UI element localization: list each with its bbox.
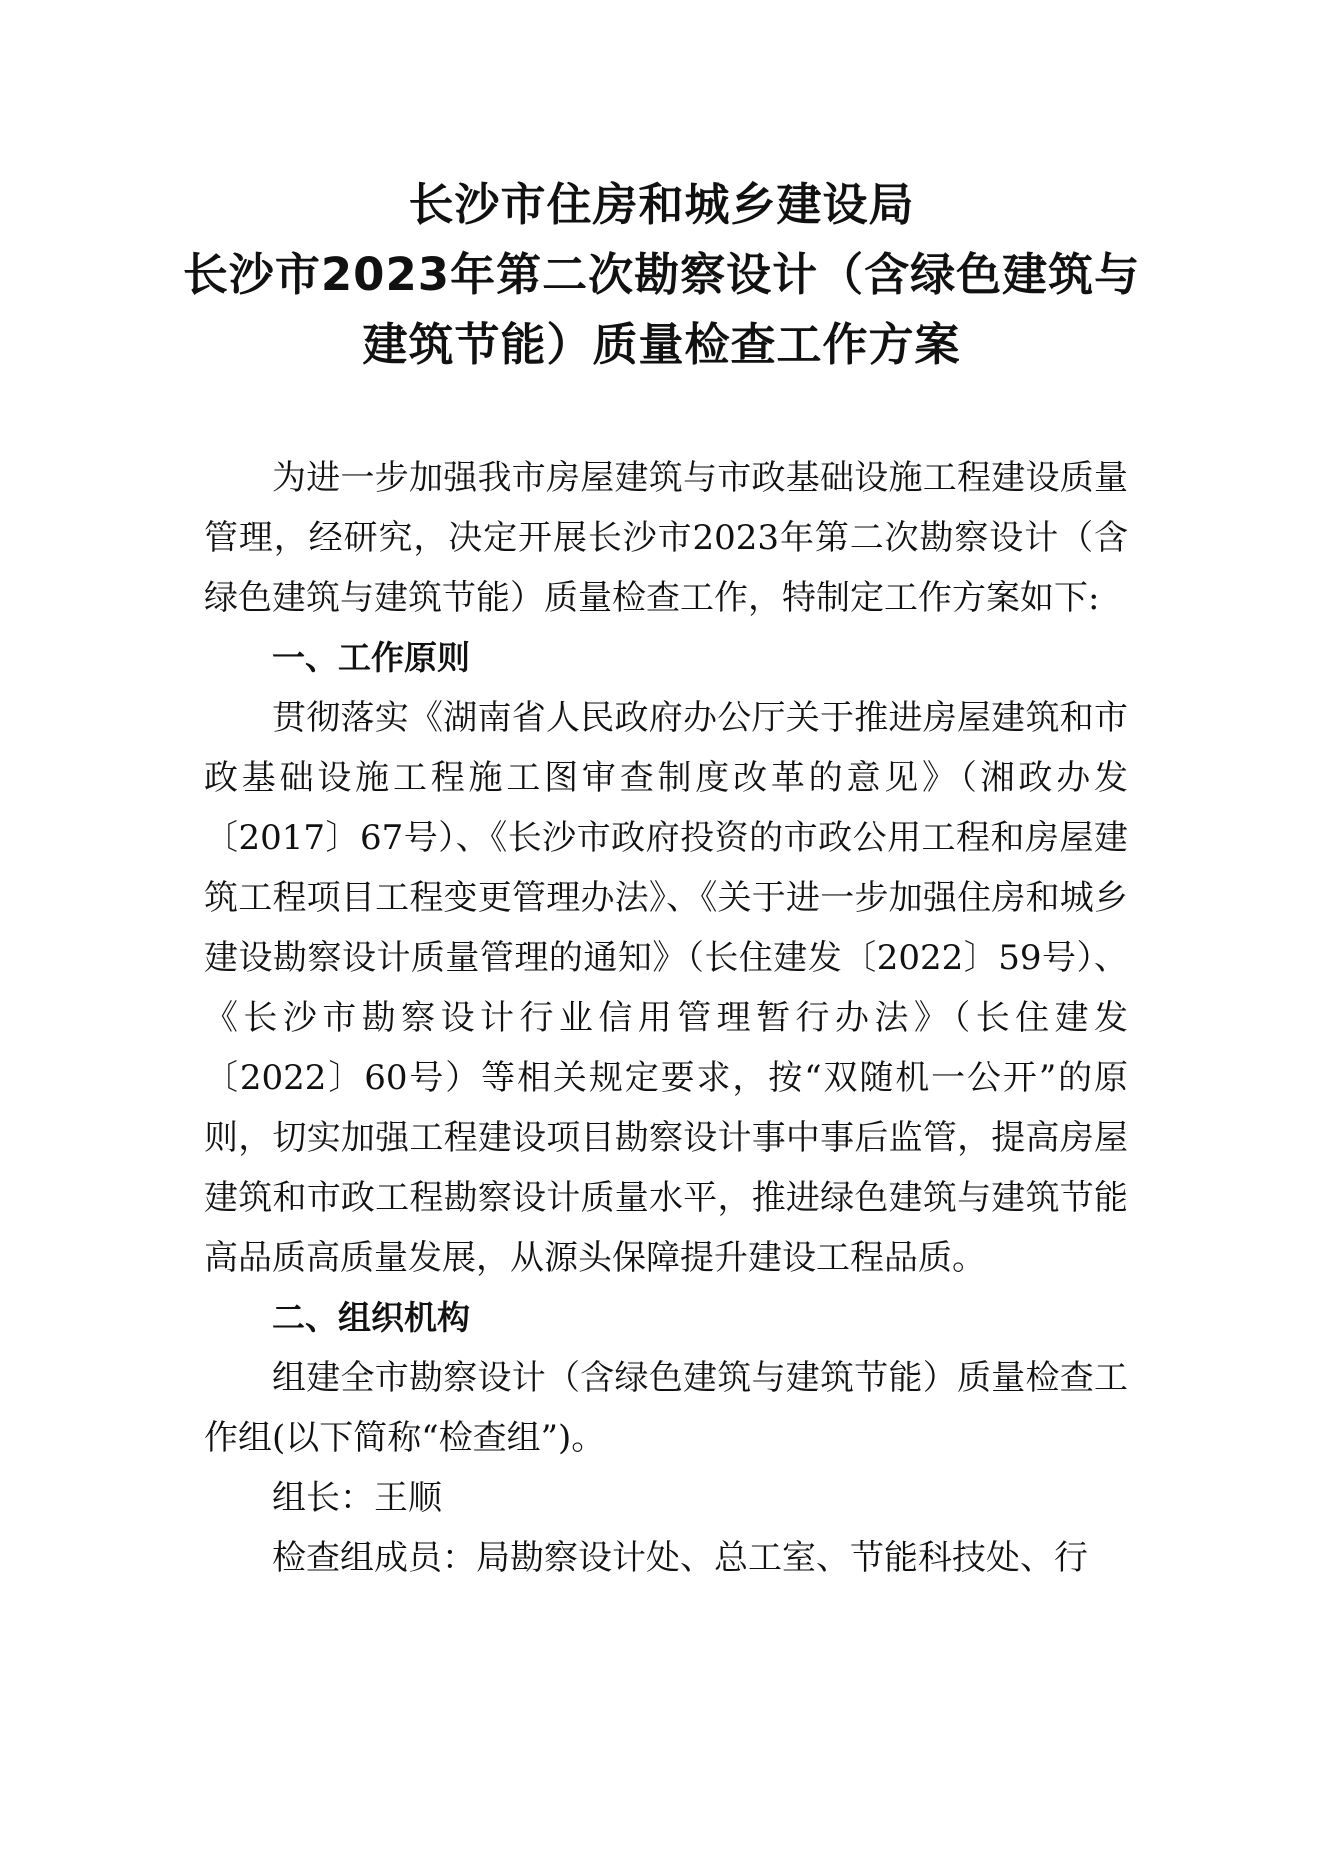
principles-paragraph: 贯彻落实《湖南省人民政府办公厅关于推进房屋建筑和市政基础设施工程施工图审查制度改革的意见》（湘政办发〔2017〕67号）、《长沙市政府投资的市政公用工程和房屋建筑工程项目工程变更管理办法》、《关于进一步加强住房和城乡建设勘察设计质量管理的通知》（长住建发〔2022〕59号）、《长沙市勘察设计行业信用管理暂行办法》（长住建发〔2022〕60号）等相关规定要求，按“双随机一公开”的原则，切实加强工程建设项目勘察设计事中事后监管，提高房屋建筑和市政工程勘察设计质量水平，推进绿色建筑与建筑节能高品质高质量发展，从源头保障提升建设工程品质。 xyxy=(204,698,1128,1278)
document-title xyxy=(150,170,1173,380)
intro-paragraph: 为进一步加强我市房屋建筑与市政基础设施工程建设质量管理，经研究，决定开展长沙市2023年第二次勘察设计（含绿色建筑与建筑节能）质量检查工作，特制定工作方案如下: xyxy=(204,458,1128,618)
title-line-2: 长沙市2023年第二次勘察设计（含绿色建筑与 xyxy=(182,248,1141,301)
title-line-issuer: 长沙市住房和城乡建设局 xyxy=(408,178,915,231)
group-leader-line: 组长：王顺 xyxy=(272,1478,442,1518)
group-members-line: 检查组成员：局勘察设计处、总工室、节能科技处、行 xyxy=(272,1538,1088,1578)
organization-paragraph: 组建全市勘察设计（含绿色建筑与建筑节能）质量检查工作组(以下简称“检查组”)。 xyxy=(204,1358,1128,1458)
section-heading-organization: 二、组织机构 xyxy=(272,1298,470,1337)
document-body xyxy=(204,448,1128,1588)
section-heading-principles: 一、工作原则 xyxy=(272,638,470,677)
title-line-3: 建筑节能）质量检查工作方案 xyxy=(362,318,961,371)
